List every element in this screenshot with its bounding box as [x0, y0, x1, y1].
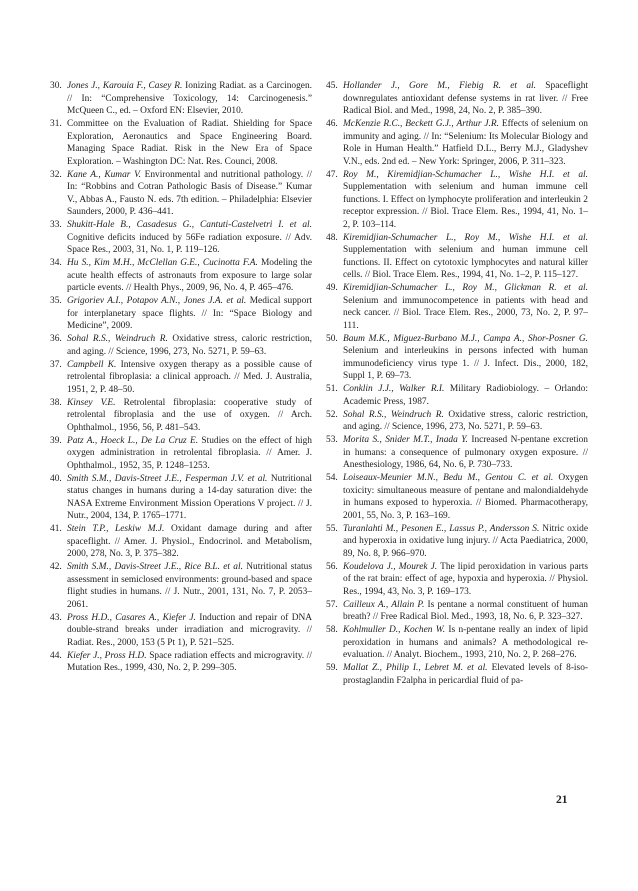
- reference-number: 32.: [50, 169, 62, 180]
- reference-authors: Kane A., Kumar V.: [67, 169, 141, 180]
- reference-text: Selenium and interleukins in persons infected with human immunodeficiency virus type 1. // J. Infect. Dis., 2000, 182, Suppl 1, P. 69–73.: [343, 346, 588, 381]
- reference-text: Selenium and immunocompetence in patients with head and neck cancer. // Biol. Trace Elem. Res., 2000, 73, No. 2, P. 97–111.: [343, 295, 588, 331]
- reference-entry: [326, 409, 588, 434]
- reference-entry: [50, 435, 312, 473]
- reference-authors: Roy M., Kiremidjian-Schumacher L., Wishe H.I. et al.: [343, 169, 588, 180]
- reference-authors: Pross H.D., Casares A., Kiefer J.: [67, 612, 196, 623]
- reference-authors: Grigoriev A.I., Potapov A.N., Jones J.A. et al.: [67, 296, 247, 306]
- reference-entry: [50, 257, 312, 295]
- reference-authors: Turanlahti M., Pesonen E., Lassus P., Andersson S.: [343, 523, 540, 534]
- reference-number: 41.: [50, 524, 62, 534]
- reference-entry: [50, 612, 312, 650]
- reference-authors: Cailleux A., Allain P.: [343, 599, 425, 610]
- reference-text: Studies on the effect of high oxygen administration in retrolental fibroplasia. // Amer. J. Ophthalmol., 1952, 35, P. 1248–1253.: [67, 435, 312, 471]
- reference-text: Oxidative stress, caloric restriction, and aging. // Science, 1996, 273, No. 5271, P. 59–63.: [67, 334, 312, 357]
- reference-number: 48.: [326, 232, 338, 243]
- reference-text: Cognitive deficits induced by 56Fe radiation exposure. // Adv. Space Res., 2003, 31, No. 1, P. 119–126.: [67, 232, 312, 255]
- reference-number: 36.: [50, 334, 62, 344]
- reference-entry: [50, 169, 312, 219]
- reference-authors: McKenzie R.C., Beckett G.J., Arthur J.R.: [343, 119, 499, 129]
- reference-text: Military Radiobiology. – Orlando: Academic Press, 1987.: [343, 384, 588, 407]
- reference-entry: [326, 232, 588, 282]
- reference-authors: Kiremidjian-Schumacher L., Roy M., Wishe H.I. et al.: [343, 232, 588, 243]
- reference-authors: Conklin J.J., Walker R.I.: [343, 384, 445, 394]
- reference-text: Nutritional status assessment in semiclosed environments: ground-based and space flight studies in humans. // J. Nutr., 2001, 131, No. 7, P. 2053–2061.: [67, 562, 313, 610]
- reference-number: 53.: [326, 435, 338, 445]
- reference-authors: Hollander J., Gore M., Fiebig R. et al.: [343, 81, 536, 91]
- reference-text: Committee on the Evaluation of Radiat. Shielding for Space Exploration, Aeronautics and Space Engineering Board. Managing Space Radiat. Risk in the New Era of Space Exploration. – Washington DC: Nat. Res. Counci, 2008.: [67, 119, 312, 167]
- reference-text: The lipid peroxidation in various parts of the rat brain: effect of age, hypoxia and hyperoxia. // Physiol. Res., 1994, 43, No. 3, P. 169–173.: [343, 561, 588, 597]
- reference-number: 37.: [50, 359, 62, 370]
- reference-text: Is n-pentane really an index of lipid peroxidation in humans and animals? A methodological re-evaluation. // Analyt. Biochem., 1993, 210, No. 2, P. 268–276.: [343, 625, 588, 660]
- reference-authors: Morita S., Snider M.T., Inada Y.: [343, 435, 468, 445]
- reference-authors: Mallat Z., Philip I., Lebret M. et al.: [343, 663, 488, 673]
- references-left-column: [50, 80, 312, 675]
- reference-entry: [326, 561, 588, 599]
- reference-entry: [326, 333, 588, 383]
- reference-authors: Smith S.M., Davis-Street J.E., Rice B.L. et al.: [67, 562, 243, 572]
- reference-text: Medical support for interplanetary space flights. // In: “Space Biology and Medicine”, 2009.: [67, 296, 312, 331]
- reference-authors: Hu S., Kim M.H., McClellan G.E., Cucinotta F.A.: [67, 258, 258, 268]
- reference-authors: Loiseaux-Meunier M.N., Bedu M., Gentou C. et al.: [343, 473, 554, 483]
- reference-entry: [326, 80, 588, 118]
- reference-authors: Baum M.K., Miguez-Burbano M.J., Campa A., Shor-Posner G.: [343, 333, 588, 344]
- reference-number: 35.: [50, 296, 62, 306]
- reference-text: Oxygen toxicity: simultaneous measure of pentane and malondialdehyde in humans exposed to hyperoxia. // Biomed. Pharmacotherapy, 2001, 55, No. 3, P. 163–169.: [343, 473, 588, 521]
- reference-text: Spaceflight downregulates antioxidant defense systems in rat liver. // Free Radical Biol. and Med., 1998, 24, No. 2, P. 385–390.: [343, 81, 588, 116]
- reference-text: Nutritional status changes in humans during a 14-day saturation dive: the NASA Extreme Environment Mission Operations V project. // J. Nutr., 2004, 134, P. 1765–1771.: [67, 473, 312, 521]
- reference-text: Induction and repair of DNA double-strand breaks under irradiation and microgravity. // Radiat. Res., 2000, 153 (5 Pt 1), P. 521–525.: [67, 612, 312, 648]
- reference-number: 31.: [50, 119, 62, 129]
- reference-authors: Jones J., Karouia F., Casey R.: [67, 81, 183, 91]
- reference-entry: [326, 472, 588, 522]
- reference-entry: [326, 624, 588, 662]
- reference-number: 45.: [326, 81, 338, 91]
- reference-number: 42.: [50, 562, 62, 572]
- reference-number: 43.: [50, 612, 62, 623]
- reference-entry: [326, 599, 588, 624]
- reference-entry: [50, 219, 312, 257]
- reference-entry: [326, 383, 588, 408]
- references-right-column: [326, 80, 588, 688]
- reference-authors: Stein T.P., Leskiw M.J.: [67, 524, 165, 534]
- reference-text: Space radiation effects and microgravity. // Mutation Res., 1999, 430, No. 2, P. 299–305.: [67, 650, 312, 673]
- reference-number: 30.: [50, 81, 62, 91]
- reference-number: 52.: [326, 409, 338, 420]
- reference-text: Supplementation with selenium and human immune cell functions. II. Effect on cytotoxic lymphocytes and natural killer cells. // Biol. Trace Elem. Res., 1994, 41, No. 1–2, P. 115–127.: [343, 245, 588, 280]
- reference-number: 46.: [326, 119, 338, 129]
- reference-authors: Kohlmuller D., Kochen W.: [343, 625, 446, 635]
- reference-authors: Campbell K.: [67, 359, 117, 370]
- reference-number: 49.: [326, 283, 338, 293]
- reference-number: 55.: [326, 523, 338, 534]
- reference-authors: Kinsey V.E.: [67, 397, 116, 408]
- reference-entry: [326, 169, 588, 232]
- reference-text: Oxidant damage during and after spaceflight. // Amer. J. Physiol., Endocrinol. and Metabolism, 2000, 278, No. 3, P. 375–382.: [67, 524, 312, 559]
- reference-number: 50.: [326, 333, 338, 344]
- reference-authors: Sohal R.S., Weindruch R.: [343, 409, 444, 420]
- reference-entry: [50, 333, 312, 358]
- reference-entry: [50, 118, 312, 168]
- reference-entry: [326, 662, 588, 687]
- page-number: 21: [556, 794, 568, 806]
- reference-number: 40.: [50, 473, 62, 484]
- reference-number: 59.: [326, 663, 338, 673]
- reference-text: Supplementation with selenium and human immune cell functions. I. Effect on lymphocyte proliferation and interleukin 2 receptor expression. // Biol. Trace Elem. Res., 1994, 41, No. 1–2, P. 103–114.: [343, 182, 588, 230]
- reference-entry: [326, 523, 588, 561]
- reference-text: Nitric oxide and hyperoxia in oxidative lung injury. // Acta Paediatrica, 2000, 89, No. 8, P. 966–970.: [343, 523, 588, 559]
- reference-text: Increased N-pentane excretion in humans: a consequence of pulmonary oxygen exposure. // Anesthesiology, 1986, 64, No. 6, P. 730–733.: [343, 435, 588, 470]
- reference-entry: [326, 282, 588, 332]
- reference-number: 44.: [50, 650, 62, 661]
- reference-text: Intensive oxygen therapy as a possible cause of retrolental fibroplasia: a clinical approach. // Med. J. Australia, 1951, 2, P. 48–50.: [67, 359, 312, 395]
- reference-entry: [50, 650, 312, 675]
- reference-number: 47.: [326, 169, 338, 180]
- reference-text: Modeling the acute health effects of astronauts from exposure to large solar particle events. // Health Phys., 2009, 96, No. 4, P. 465–476.: [67, 258, 312, 293]
- reference-entry: [50, 473, 312, 523]
- reference-text: Oxidative stress, caloric restriction, and aging. // Science, 1996, 273, No. 5271, P. 59–63.: [343, 409, 588, 432]
- reference-authors: Kiremidjian-Schumacher L., Roy M., Glickman R. et al.: [343, 283, 588, 293]
- reference-authors: Patz A., Hoeck L., De La Cruz E.: [67, 435, 199, 446]
- reference-entry: [50, 295, 312, 333]
- reference-authors: Smith S.M., Davis-Street J.E., Fesperman J.V. et al.: [67, 473, 268, 484]
- reference-text: Environmental and nutritional pathology. // In: “Robbins and Cotran Pathologic Basis of Disease.” Kumar V., Abbas A., Fausto N. eds. 7th edition. – Philadelphia: Elsevier Saunders, 2000, P. 436–441.: [67, 169, 312, 217]
- reference-number: 51.: [326, 384, 338, 394]
- reference-entry: [326, 434, 588, 472]
- reference-text: Retrolental fibroplasia: cooperative study of retrolental fibroplasia and the use of oxygen. // Arch. Ophthalmol., 1956, 56, P. 481–543.: [67, 397, 313, 433]
- reference-number: 54.: [326, 473, 338, 483]
- reference-number: 56.: [326, 561, 338, 572]
- reference-text: Elevated levels of 8-iso-prostaglandin F2alpha in pericardial fluid of pa-: [343, 663, 588, 686]
- reference-authors: Sohal R.S., Weindruch R.: [67, 334, 168, 344]
- reference-number: 34.: [50, 258, 62, 268]
- reference-number: 38.: [50, 397, 62, 408]
- reference-entry: [50, 359, 312, 397]
- reference-number: 58.: [326, 625, 338, 635]
- reference-text: Effects of selenium on immunity and aging. // In: “Selenium: Its Molecular Biology and Role in Human Health.” Hatfield D.L., Berry M.J., Gladyshev V.N., eds. 2nd ed. – New York: Springer, 2006, P. 311–323.: [343, 119, 588, 167]
- reference-authors: Shukitt-Hale B., Casadesus G., Cantuti-Castelvetri I. et al.: [67, 220, 312, 230]
- reference-text: Is pentane a normal constituent of human breath? // Free Radical Biol. Med., 1993, 18, No. 6, P. 323–327.: [343, 599, 588, 622]
- reference-entry: [50, 561, 312, 611]
- reference-text: Ionizing Radiat. as a Carcinogen. // In: “Comprehensive Toxicology, 14: Carcinogenesis.” McQueen C., ed. – Oxford EN: Elsevier, 2010.: [67, 81, 312, 116]
- reference-entry: [50, 80, 312, 118]
- reference-authors: Kiefer J., Pross H.D.: [67, 650, 147, 661]
- reference-number: 57.: [326, 599, 338, 610]
- reference-entry: [50, 523, 312, 561]
- reference-authors: Koudelova J., Mourek J.: [343, 561, 438, 572]
- reference-entry: [50, 397, 312, 435]
- reference-entry: [326, 118, 588, 168]
- reference-number: 39.: [50, 435, 62, 446]
- reference-number: 33.: [50, 220, 62, 230]
